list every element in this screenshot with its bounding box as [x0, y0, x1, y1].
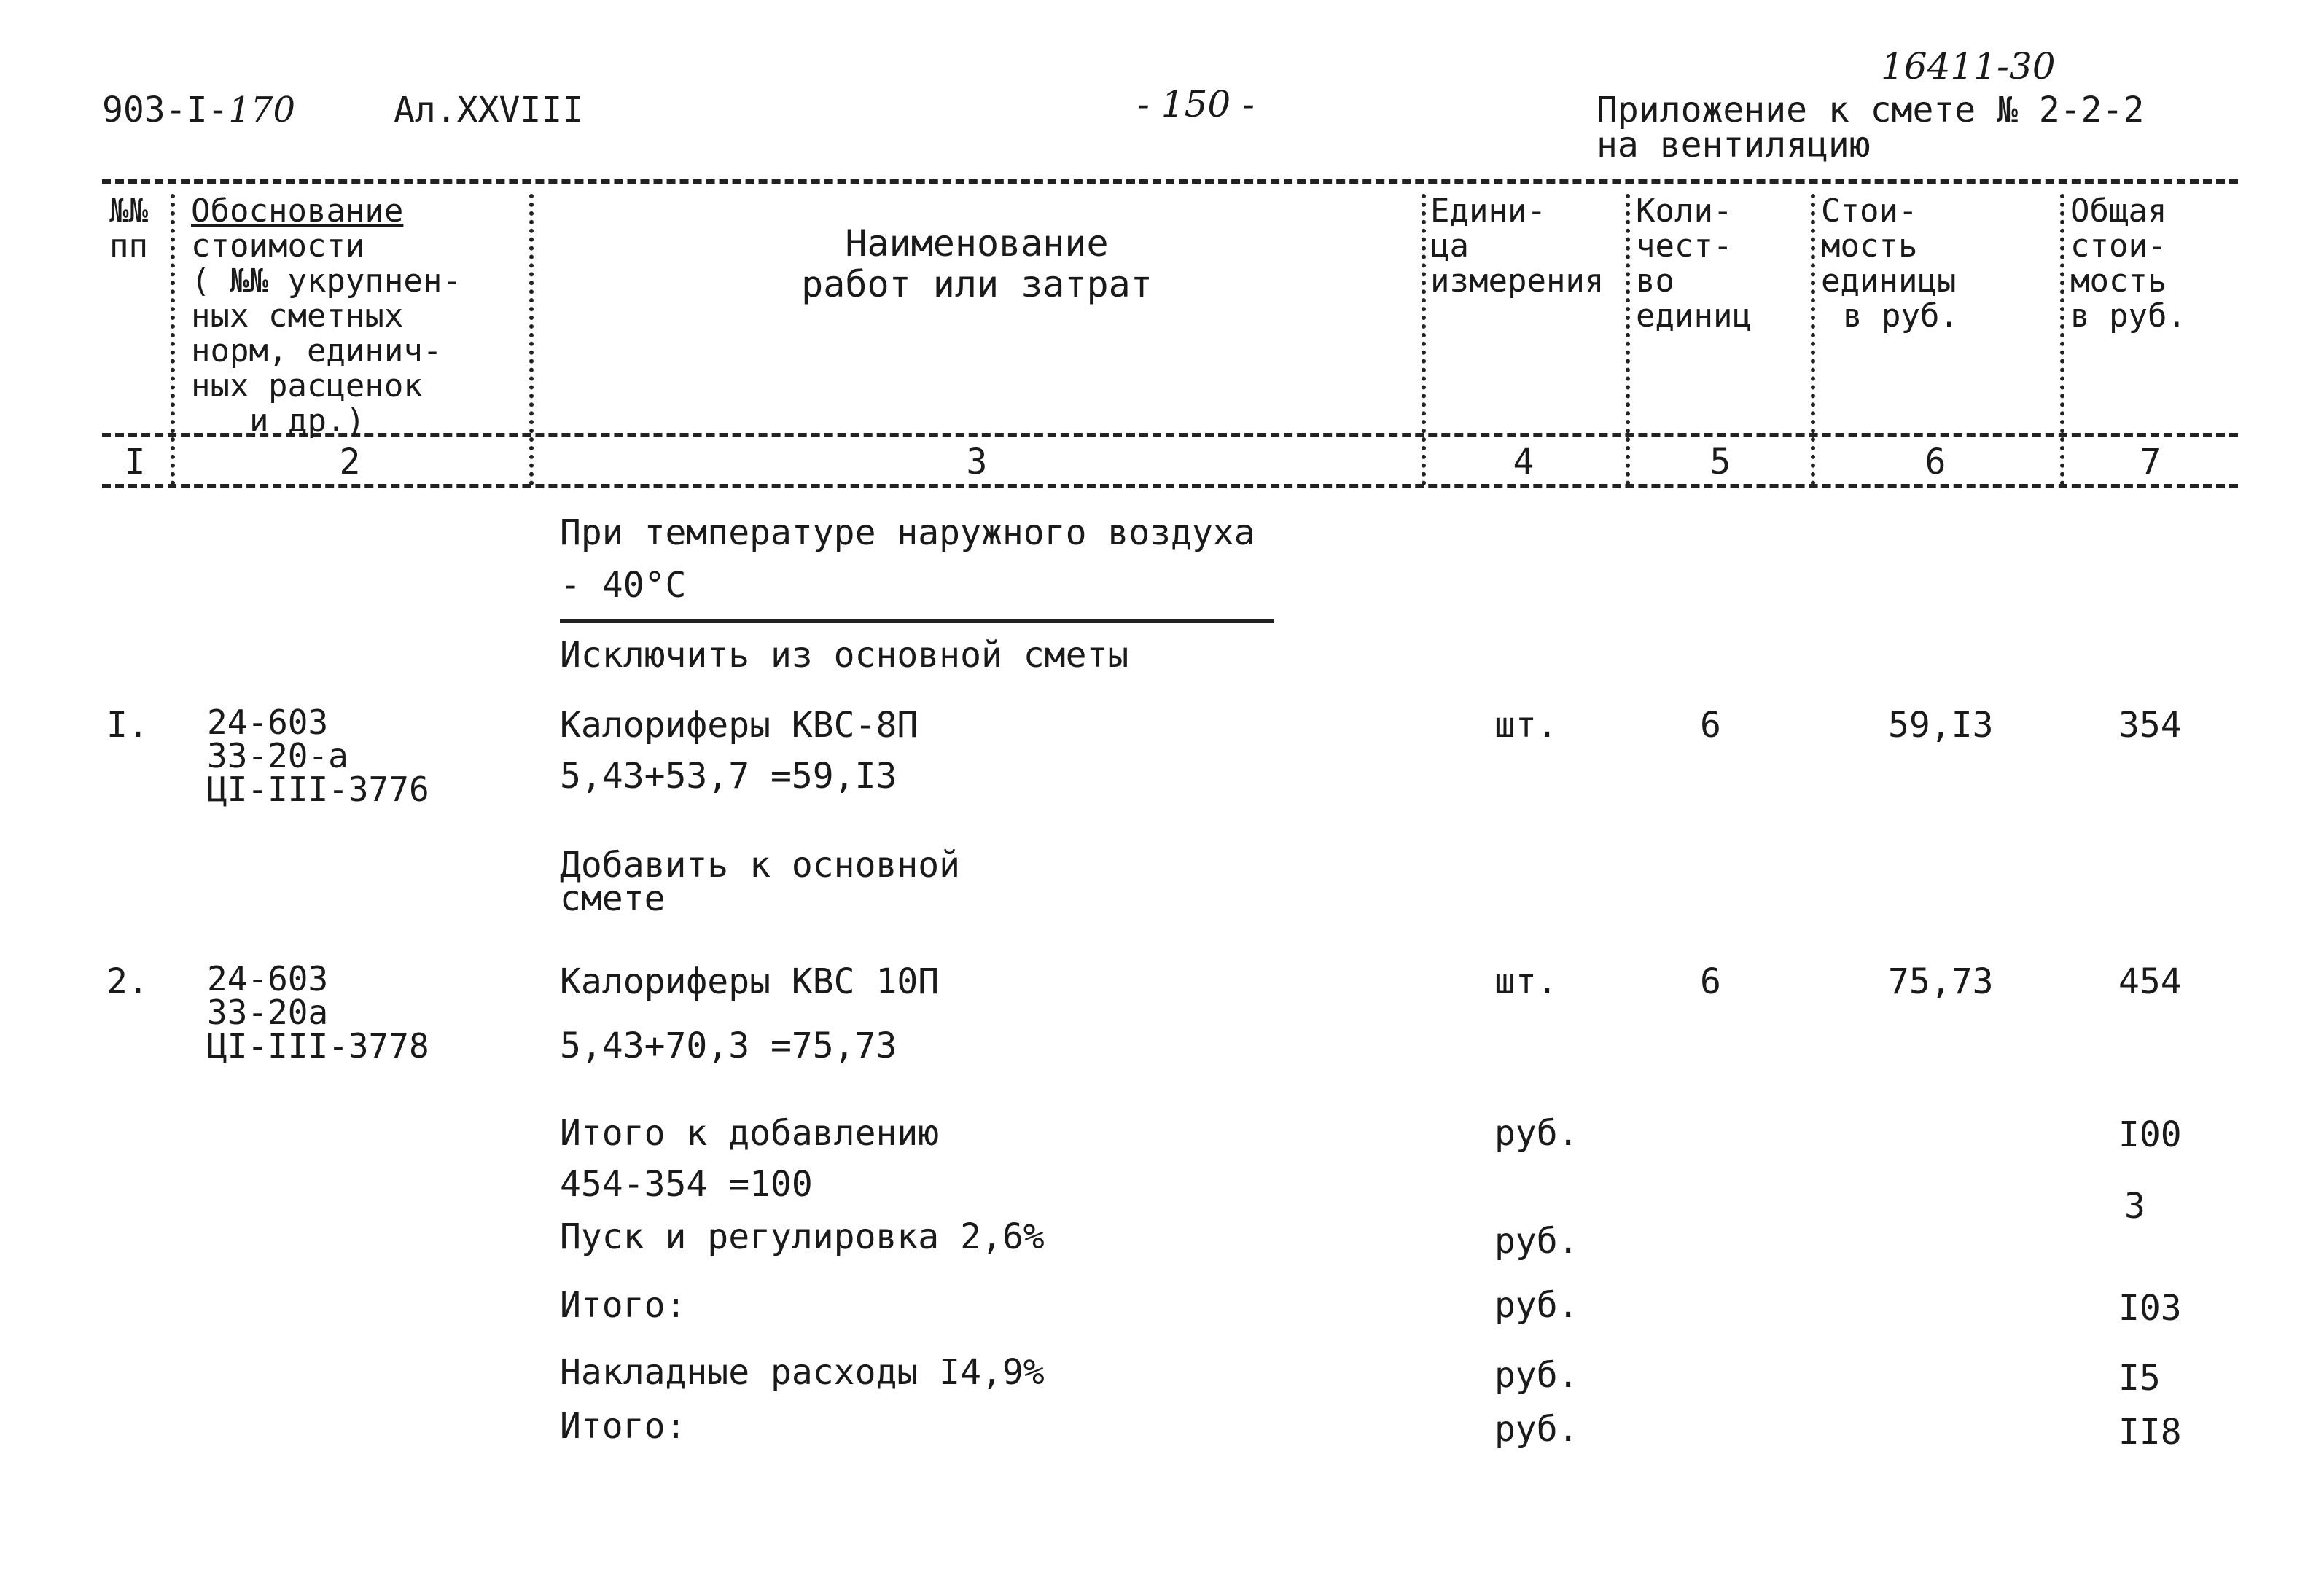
add-label-line-1: Добавить к основной: [560, 845, 961, 886]
row-2-basis-line-1: 24-603: [207, 959, 329, 998]
column-header-2-line-2: стоимости: [191, 227, 365, 265]
add-label-line-2: смете: [560, 878, 666, 919]
column-header-4: [1430, 194, 1604, 299]
appendix-title: [1596, 90, 2144, 165]
column-number-5: 5: [1709, 442, 1731, 482]
column-separator-2: [529, 194, 534, 485]
totals-grand-name: Итого:: [560, 1406, 687, 1447]
row-2-basis: [207, 959, 429, 1066]
column-header-7-line-3: мость: [2070, 262, 2167, 300]
row-2-total: 454: [2118, 961, 2182, 1002]
totals-add-name: Итого к добавлению: [560, 1113, 940, 1154]
add-label: [560, 845, 960, 918]
row-1-quantity: 6: [1700, 705, 1721, 746]
row-2-basis-line-3: ЦI-III-3778: [207, 1026, 429, 1066]
row-2-number: 2.: [106, 961, 149, 1002]
column-header-1-line-1: №№: [109, 192, 148, 230]
column-header-2-line-6: ных расценок: [191, 367, 423, 404]
column-number-4: 4: [1513, 442, 1535, 482]
table-number-rule: [102, 484, 2238, 488]
column-header-5-line-2: чест-: [1636, 227, 1733, 265]
column-header-6-line-3: единицы: [1821, 262, 1957, 300]
section-title-line-1: При температуре наружного воздуха: [560, 512, 1255, 553]
column-header-4-line-2: ца: [1430, 227, 1469, 265]
row-2-unit-price: 75,73: [1888, 961, 1994, 1002]
column-separator-4: [1626, 194, 1630, 485]
column-separator-3: [1422, 194, 1426, 485]
column-header-3-line-2: работ или затрат: [801, 263, 1153, 305]
totals-difference-calc: 454-354 =100: [560, 1164, 813, 1205]
column-header-2-line-5: норм, единич-: [191, 332, 442, 370]
totals-add-unit: руб.: [1494, 1113, 1579, 1154]
column-header-6: [1821, 194, 1959, 334]
row-1-basis-line-2: 33-20-а: [207, 736, 348, 775]
column-header-6-line-2: мость: [1821, 227, 1918, 265]
row-1-total: 354: [2118, 705, 2182, 746]
row-2-quantity: 6: [1700, 961, 1721, 1002]
exclude-label: Исключить из основной сметы: [560, 635, 1129, 676]
table-top-rule: [102, 179, 2238, 184]
column-number-3: 3: [966, 442, 988, 482]
column-header-7: [2070, 194, 2186, 334]
column-header-6-line-1: Стои-: [1821, 192, 1918, 230]
row-1-number: I.: [106, 705, 149, 746]
totals-add-total: I00: [2118, 1114, 2182, 1155]
row-1-basis-line-3: ЦI-III-3776: [207, 770, 429, 809]
column-header-2-line-1: Обоснование: [191, 192, 404, 230]
column-header-3-line-1: Наименование: [845, 222, 1109, 265]
row-2-calculation: 5,43+70,3 =75,73: [560, 1025, 897, 1066]
totals-startup-name: Пуск и регулировка 2,6%: [560, 1216, 1045, 1257]
column-header-7-line-1: Общая: [2070, 192, 2167, 230]
document-code-handwritten: 170: [228, 90, 296, 130]
column-number-7: 7: [2140, 442, 2161, 482]
column-number-2: 2: [339, 442, 361, 482]
column-header-5-line-3: во: [1636, 262, 1674, 300]
album-number: Ал.XXVIII: [394, 90, 584, 130]
totals-grand-unit: руб.: [1494, 1409, 1579, 1450]
column-header-4-line-1: Едини-: [1430, 192, 1546, 230]
totals-subtotal-1-name: Итого:: [560, 1285, 687, 1326]
column-header-2-line-4: ных сметных: [191, 297, 404, 335]
column-header-2-line-3: ( №№ укрупнен-: [191, 262, 461, 300]
row-1-unit-price: 59,I3: [1888, 705, 1994, 746]
column-header-5-line-1: Коли-: [1636, 192, 1733, 230]
totals-overhead-unit: руб.: [1494, 1355, 1579, 1396]
totals-overhead-total: I5: [2118, 1358, 2161, 1399]
column-header-6-line-4: в руб.: [1843, 297, 1959, 335]
column-number-6: 6: [1925, 442, 1946, 482]
column-header-5: [1636, 194, 1752, 334]
column-header-5-line-4: единиц: [1636, 297, 1752, 335]
row-1-name: Калориферы КВС-8П: [560, 705, 919, 746]
totals-subtotal-1-unit: руб.: [1494, 1285, 1579, 1326]
column-header-3: [539, 223, 1414, 305]
column-header-1-line-2: пп: [109, 227, 148, 265]
row-1-basis-line-1: 24-603: [207, 703, 329, 742]
totals-subtotal-1-total: I03: [2118, 1288, 2182, 1329]
column-header-7-line-2: стои-: [2070, 227, 2167, 265]
column-number-1: I: [124, 442, 146, 482]
column-header-1: [109, 194, 148, 264]
row-2-basis-line-2: 33-20а: [207, 993, 329, 1032]
row-1-calculation: 5,43+53,7 =59,I3: [560, 756, 897, 797]
column-header-4-line-3: измерения: [1430, 262, 1604, 300]
totals-startup-unit: руб.: [1494, 1221, 1579, 1262]
totals-overhead-name: Накладные расходы I4,9%: [560, 1352, 1045, 1393]
document-code-prefix: 903-I-: [102, 90, 229, 130]
page-number: - 150 -: [1137, 83, 1255, 125]
row-2-name: Калориферы КВС 10П: [560, 961, 940, 1002]
section-title-line-2: - 40°С: [560, 565, 687, 606]
appendix-line-2: на вентиляцию: [1596, 125, 1871, 165]
totals-grand-total: II8: [2118, 1412, 2182, 1453]
column-header-2-line-7: и др.): [249, 402, 365, 439]
column-header-2: [191, 194, 461, 439]
row-1-basis: [207, 703, 429, 809]
row-1-unit: шт.: [1494, 705, 1558, 746]
row-2-unit: шт.: [1494, 961, 1558, 1002]
document-code: [102, 90, 295, 130]
appendix-line-1: Приложение к смете № 2-2-2: [1596, 90, 2145, 130]
reference-number: 16411-30: [1881, 45, 2056, 87]
column-header-7-line-4: в руб.: [2070, 297, 2186, 335]
totals-startup-total: 3: [2124, 1186, 2145, 1227]
section-title-underline: [560, 619, 1274, 623]
